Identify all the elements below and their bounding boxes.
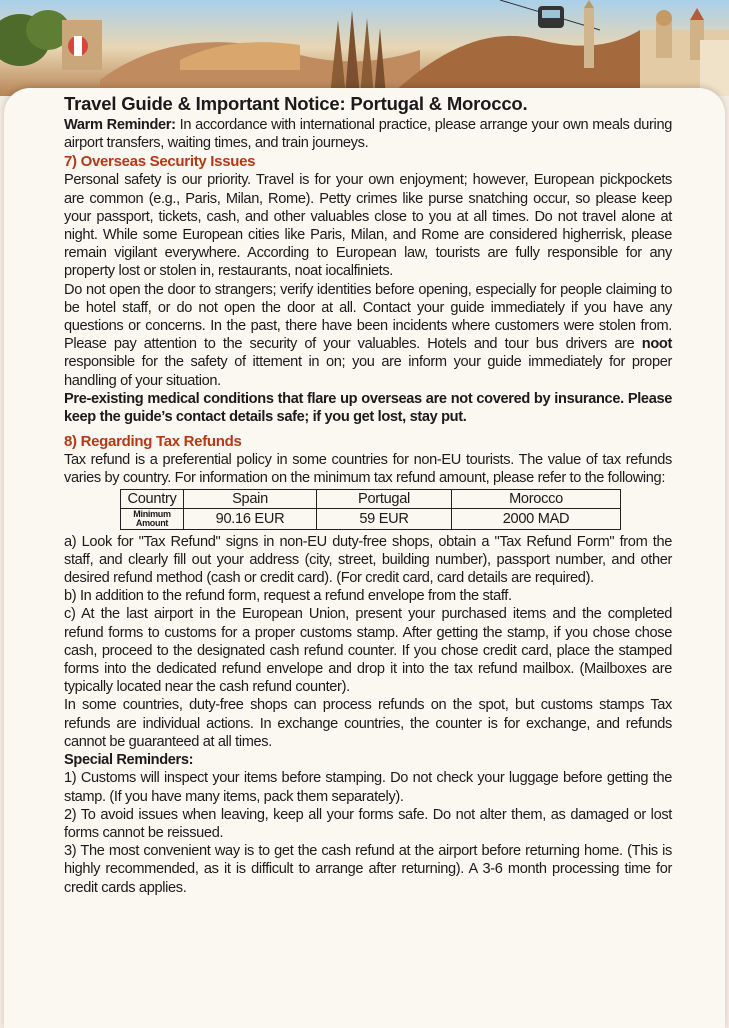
tax-note: In some countries, duty-free shops can process refunds on the spot, but customs stamps Tax refunds are individual actions. In exchange countries, the counter is for exchange, and refunds cannot be guaranteed at all times. <box>64 697 672 750</box>
table-cell-spain: 90.16 EUR <box>184 508 317 529</box>
table-row <box>121 508 621 529</box>
special-reminders-heading <box>64 751 672 769</box>
table-header-portugal: Portugal <box>317 489 452 508</box>
tax-step-c: c) At the last airport in the European Union, present your purchased items and the completed refund forms to customs for a proper customs stamp. After getting the stamp, if you chose chose cash, proceed to the designated cash refund counter. If you chose credit card, place the stamped forms into the dedicated refund envelope and drop it into the tax refund mailbox. (Mailboxes are typically located near the cash refund counter). <box>64 606 672 696</box>
insurance-warning-bold: Pre-existing medical conditions that flare up overseas are not covered by insurance. Please keep the guide’s contact details safe; if you get lost, stay put. <box>64 390 672 426</box>
tax-step-a: a) Look for "Tax Refund" signs in non-EU duty-free shops, obtain a "Tax Refund Form" from the staff, and clearly fill out your address (city, street, building number), passport number, and other desired refund method (cash or credit card). (For credit card, card details are required). <box>64 533 672 587</box>
tax-step-b: b) In addition to the refund form, request a refund envelope from the staff. <box>64 588 512 605</box>
tax-intro: Tax refund is a preferential policy in some countries for non-EU tourists. The value of tax refunds varies by country. For information on the minimum tax refund amount, please refer to the following: <box>64 452 672 487</box>
special-reminder-2: 2) To avoid issues when leaving, keep all your forms safe. Do not alter them, as damaged or lost forms cannot be reissued. <box>64 806 672 841</box>
row-label-line-2: Amount <box>135 517 169 528</box>
table-header-morocco: Morocco <box>452 489 621 508</box>
notice-content <box>64 92 672 897</box>
special-reminder-1: 1) Customs will inspect your items before stamping. Do not check your luggage before getting the stamp. (If you have many items, pack them separately). <box>64 770 672 805</box>
security-heading: 7) Overseas Security Issues <box>64 153 256 171</box>
security-paragraph-1: Personal safety is our priority. Travel is for your own enjoyment; however, European pickpockets are common (e.g., Paris, Milan, Rome). Petty crimes like purse snatching occur, so please keep your passport, tickets, cash, and other valuables close to you at all times. Do not travel alone at night. While some European cities like Paris, Milan, and Rome are considered higherrisk, please remain vigilant everywhere. According to European law, tourists are fully responsible for any property lost or stolen in, restaurants, noat iocalfiniets. <box>64 172 672 280</box>
security-paragraph-2-text-a: Do not open the door to strangers; verify identities before opening, especially for people claiming to be hotel staff, or do not open the door at all. Contact your guide immediately if you have any questions or concerns. In the past, there have been incidents where customers were stolen from. Please pay attention to the security of your valuables. Hotels and tour bus drivers are <box>64 281 672 353</box>
table-header-country: Country <box>121 489 184 508</box>
warm-reminder-text: In accordance with international practice, please arrange your own meals during airport transfers, waiting times, and train journeys. <box>64 117 672 152</box>
table-cell-morocco: 2000 MAD <box>452 508 621 529</box>
special-reminder-3: 3) The most convenient way is to get the cash refund at the airport before returning home. (This is highly recommended, as it is difficult to arrange after returning). A 3-6 month processing time for credit cards applies. <box>64 843 672 896</box>
city-skyline-illustration <box>0 0 729 96</box>
tax-refund-table <box>120 489 621 530</box>
security-paragraph-2 <box>64 281 672 390</box>
security-paragraph-2-bold: noot <box>641 336 672 353</box>
table-cell-portugal: 59 EUR <box>317 508 452 529</box>
header-banner-image <box>0 0 729 96</box>
security-paragraph-2-text-b: responsible for the safety of ittement in on; you are inform your guide immediately for proper handling of your situation. <box>64 354 672 389</box>
row-label-line-1: Minimum <box>133 508 171 519</box>
warm-reminder-label: Warm Reminder: <box>64 117 176 133</box>
table-header-row <box>121 489 621 508</box>
table-header-spain: Spain <box>184 489 317 508</box>
table-row-label <box>121 508 184 529</box>
insurance-warning <box>64 390 672 426</box>
page-title: Travel Guide & Important Notice: Portugal & Morocco. <box>64 93 528 114</box>
tax-heading: 8) Regarding Tax Refunds <box>64 433 242 451</box>
warm-reminder <box>64 116 672 152</box>
special-reminders-heading-text: Special Reminders: <box>64 752 194 769</box>
